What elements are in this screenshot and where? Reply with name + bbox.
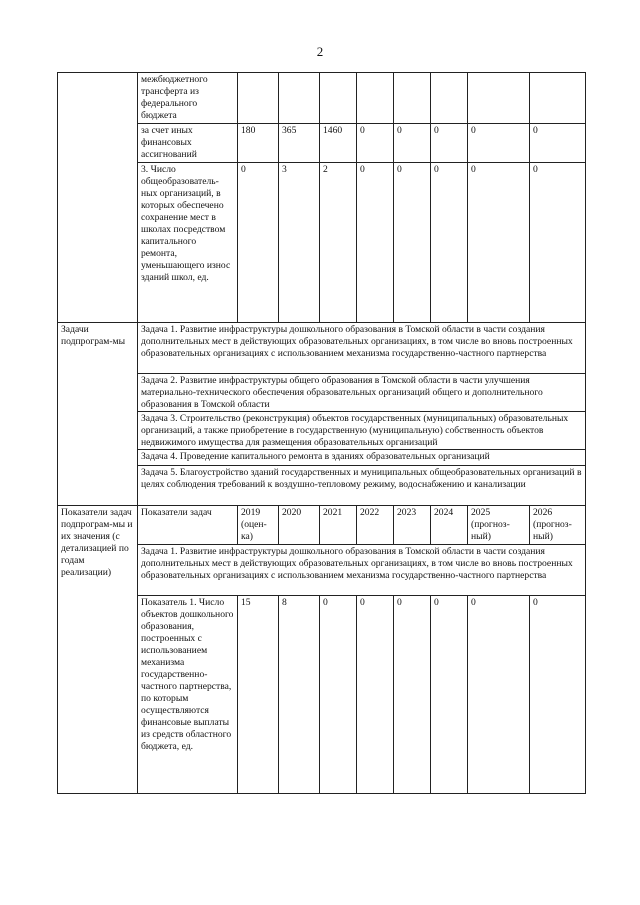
empty-section-cell [58, 73, 138, 323]
value-cell [394, 73, 431, 124]
table-row [58, 466, 586, 506]
value-cell [530, 73, 586, 124]
indicator-label: Показатель 1. Число объектов дошкольного образования, построенных с использованием механизма государственно-частного партнерства, по которым осуществляются финансовые выплаты из средств областного бюджета, ед. [138, 596, 238, 794]
value-cell: 0 [468, 124, 530, 163]
value-cell: 0 [431, 163, 468, 323]
indicator-task-1-text: Задача 1. Развитие инфраструктуры дошкольного образования в Томской области в части создания дополнительных мест в действующих образовательных организациях, в том числе во вновь построенных образовательных организациях с использованием механизма государственно-частного партнерства [138, 545, 586, 596]
value-cell [357, 73, 394, 124]
year-header: 2021 [320, 506, 357, 545]
section-label-indicators: Показатели задач подпрограм-мы и их значения (с детализацией по годам реализации) [58, 506, 138, 794]
value-cell: 8 [279, 596, 320, 794]
value-cell [468, 73, 530, 124]
section-label-tasks: Задачи подпрограм-мы [58, 323, 138, 506]
table-row [58, 374, 586, 412]
table-row [58, 450, 586, 466]
value-cell: 0 [357, 163, 394, 323]
table-row [58, 506, 586, 545]
value-cell: 0 [468, 163, 530, 323]
value-cell: 0 [357, 124, 394, 163]
year-header: 2019 (оцен-ка) [238, 506, 279, 545]
task-5-text: Задача 5. Благоустройство зданий государственных и муниципальных общеобразовательных организаций в целях соблюдения требований к воздушно-тепловому режиму, водоснабжению и канализации [138, 466, 586, 506]
value-cell [431, 73, 468, 124]
task-2-text: Задача 2. Развитие инфраструктуры общего образования в Томской области в части улучшения материально-технического обеспечения образовательных организаций общего и дополнительного образования в Томской области [138, 374, 586, 412]
value-cell: 0 [394, 124, 431, 163]
year-header: 2025 (прогноз-ный) [468, 506, 530, 545]
value-cell: 0 [394, 163, 431, 323]
value-cell: 180 [238, 124, 279, 163]
year-header: 2022 [357, 506, 394, 545]
value-cell: 0 [431, 124, 468, 163]
year-header: 2026 (прогноз-ный) [530, 506, 586, 545]
value-cell: 0 [357, 596, 394, 794]
table-row [58, 412, 586, 450]
header-cell: Показатели задач [138, 506, 238, 545]
value-cell [320, 73, 357, 124]
task-1-text: Задача 1. Развитие инфраструктуры дошкольного образования в Томской области в части создания дополнительных мест в действующих образовательных организациях, в том числе во вновь построенных образовательных организациях с использованием механизма государственно-частного партнерства [138, 323, 586, 374]
value-cell: 3 [279, 163, 320, 323]
table-row [58, 124, 586, 163]
value-cell [238, 73, 279, 124]
row-label: межбюджетного трансферта из федерального бюджета [138, 73, 238, 124]
task-4-text: Задача 4. Проведение капитального ремонта в зданиях образовательных организаций [138, 450, 586, 466]
value-cell: 365 [279, 124, 320, 163]
task-3-text: Задача 3. Строительство (реконструкция) объектов государственных (муниципальных) образовательных организаций, а также приобретение в государственную (муниципальную) собственность объектов недвижимого имущества для размещения образовательных организаций [138, 412, 586, 450]
row-label: 3. Число общеобразователь-ных организаций, в которых обеспечено сохранение мест в школах посредством капитального ремонта, уменьшающего износ зданий школ, ед. [138, 163, 238, 323]
value-cell: 0 [468, 596, 530, 794]
value-cell: 0 [320, 596, 357, 794]
year-header: 2023 [394, 506, 431, 545]
value-cell: 0 [530, 596, 586, 794]
row-label: за счет иных финансовых ассигнований [138, 124, 238, 163]
value-cell: 0 [394, 596, 431, 794]
table-row [58, 596, 586, 794]
value-cell: 2 [320, 163, 357, 323]
table-row [58, 323, 586, 374]
value-cell: 1460 [320, 124, 357, 163]
value-cell: 0 [238, 163, 279, 323]
passport-table [57, 72, 586, 794]
value-cell: 0 [530, 163, 586, 323]
value-cell [279, 73, 320, 124]
table-row [58, 545, 586, 596]
year-header: 2020 [279, 506, 320, 545]
page-number: 2 [316, 44, 324, 59]
table-row [58, 163, 586, 323]
value-cell: 0 [431, 596, 468, 794]
table-row [58, 73, 586, 124]
value-cell: 0 [530, 124, 586, 163]
value-cell: 15 [238, 596, 279, 794]
year-header: 2024 [431, 506, 468, 545]
